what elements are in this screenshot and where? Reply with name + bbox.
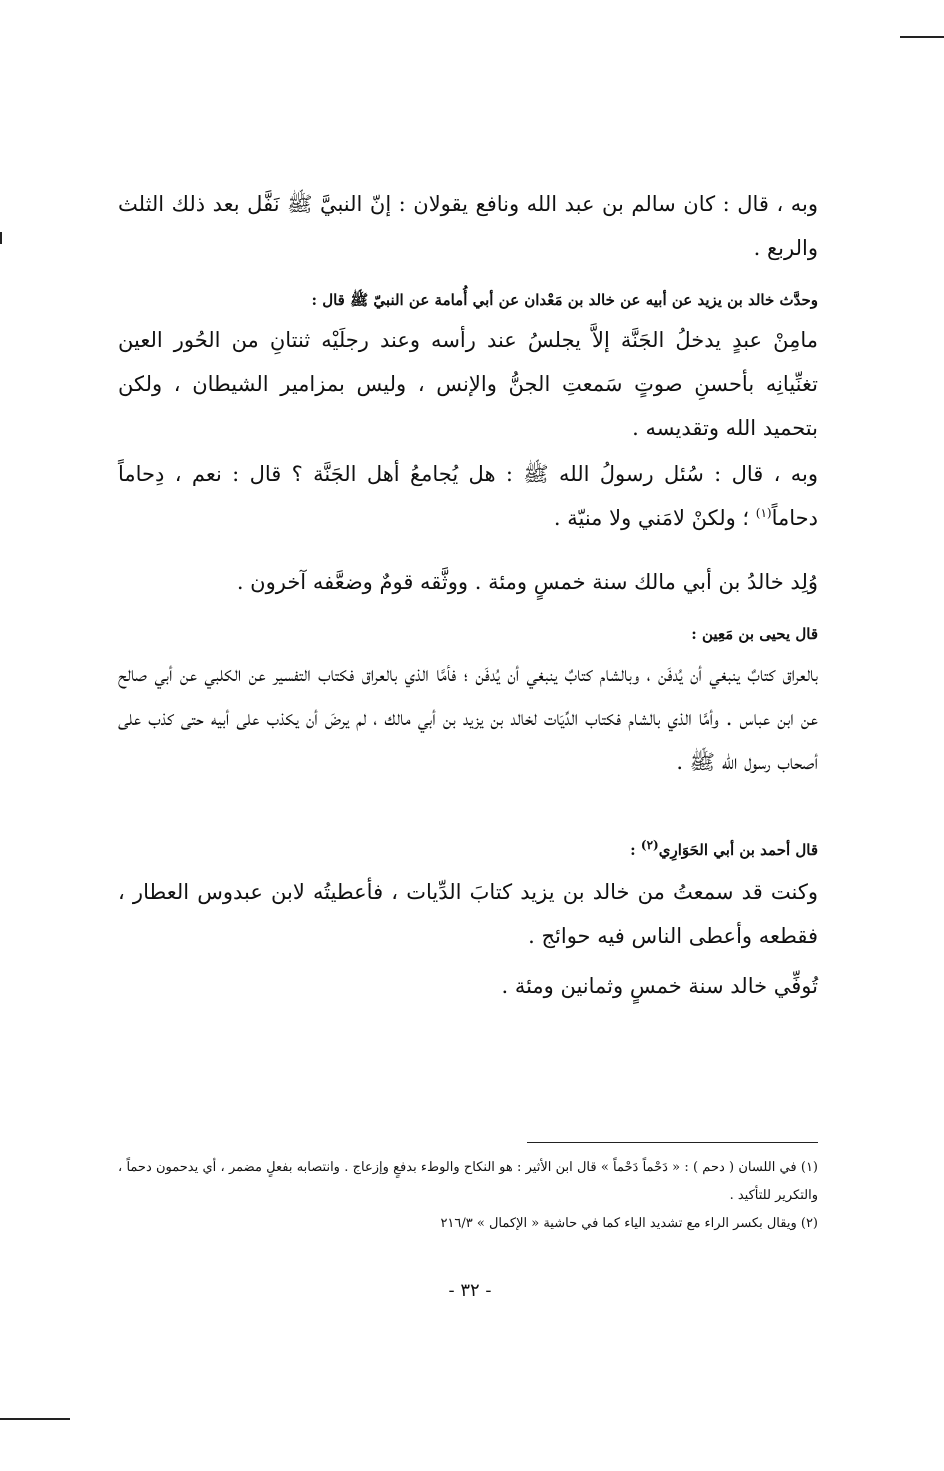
paragraph-text: تُوفِّي خالد سنة خمسٍ وثمانين ومئة . [501, 974, 818, 998]
paragraph-text: وكنت قد سمعتُ من خالد بن يزيد كتابَ الدِّيات ، فأعطيتُه لابن عبدوس العطار ، فقطعه وأعطى الناس فيه حوائج . [118, 880, 818, 948]
heading-text [118, 838, 818, 862]
paragraph-text: وبه ، قال : كان سالم بن عبد الله ونافع يقولان : إنّ النبيَّ ﷺ نَفَّل بعد ذلك الثلث والربع . [118, 192, 818, 260]
footnote-2: (٢) ويقال بكسر الراء مع تشديد الياء كما في حاشية « الإكمال » ٢١٦/٣ [440, 1216, 818, 1231]
paragraph-5 [118, 652, 818, 784]
paragraph-main-text: وبه ، قال : سُئل رسولُ الله ﷺ : هل يُجامعُ أهل الجَنَّة ؟ قال : نعم ، دِحاماً دحاماً [118, 462, 818, 530]
heading-ahmad [118, 838, 818, 862]
heading-text: وحدَّث خالد بن يزيد عن أبيه عن خالد بن مَعْدان عن أبي أُمامة عن النبيّ ﷺ قال : [311, 291, 818, 309]
heading-main-text: قال أحمد بن أبي الحَوَارِي [658, 841, 818, 859]
scan-edge-mark-bottom [0, 1418, 70, 1420]
paragraph-text: مامِنْ عبدٍ يدخلُ الجَنَّة إلاَّ يجلسُ عند رأسه وعند رجلَيْه ثنتانِ من الحُور العين تغنِّيانِه بأحسنِ صوتٍ سَمعتِ الجنُّ والإنس ، وليس بمزامير الشيطان ، ولكن بتحميد الله وتقديسه . [118, 328, 818, 440]
paragraph-1 [118, 182, 818, 270]
paragraph-7 [118, 964, 818, 1008]
scan-edge-mark-left [0, 232, 2, 244]
scan-edge-mark-top [900, 36, 944, 38]
paragraph-6 [118, 870, 818, 958]
paragraph-4 [118, 560, 818, 604]
paragraph-text: بالعراق كتابٌ ينبغي أن يُدفَن ، وبالشام كتابٌ ينبغي أن يُدفَن ؛ فأمَّا الذي بالعراق فكتاب التفسير عن الكلبي عن أبي صالح عن ابن عباس . وأمَّا الذي بالشام فكتاب الدِّيَات لخالد بن يزيد بن أبي مالك ، لم يرضَ أن يكذب على أبيه حتى كذب على أصحاب رسول الله ﷺ . [118, 662, 818, 774]
heading-text: قال يحيى بن مَعِين : [691, 625, 818, 643]
footnote-1: (١) في اللسان ( دحم ) : « دَحْماً دَحْماً » قال ابن الأثير : هو النكاح والوطء بدفعٍ وإزعاج . وانتصابه بفعلٍ مضمر ، أي يدحمون دحماً ، والتكرير للتأكيد . [118, 1160, 818, 1203]
heading-yahya [118, 622, 818, 646]
paragraph-text: وُلِد خالدُ بن أبي مالك سنة خمسٍ ومئة . ووثَّقه قومٌ وضعَّفه آخرون . [236, 570, 818, 594]
paragraph-text [118, 452, 818, 540]
footnotes [118, 1154, 818, 1238]
heading-tail-text: : [630, 841, 641, 859]
paragraph-3 [118, 452, 818, 540]
footnote-ref-2: (٢) [640, 838, 659, 852]
paragraph-2 [118, 318, 818, 450]
footnote-separator [527, 1142, 818, 1143]
paragraph-tail-text: ؛ ولكنْ لامَني ولا منيّة . [553, 506, 756, 530]
footnote-ref-1: (١) [755, 506, 772, 520]
heading-chain-1 [118, 288, 818, 312]
page-number: - ٣٢ - [448, 1280, 492, 1301]
